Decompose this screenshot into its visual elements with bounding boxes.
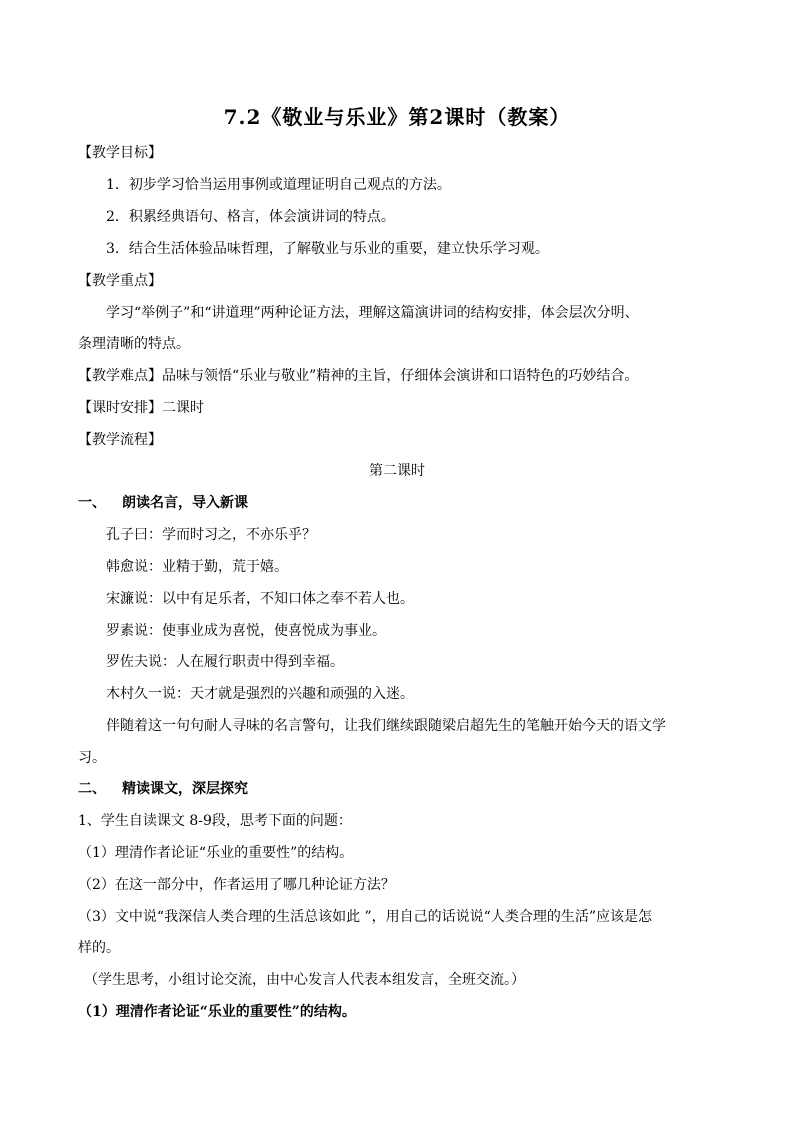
answer-heading: （1）理清作者论证“乐业的重要性”的结构。: [78, 1004, 356, 1020]
lesson-label: 第二课时: [369, 463, 425, 479]
objective-item: 2．积累经典语句、格言，体会演讲词的特点。: [106, 209, 395, 225]
section1-number: 一、: [78, 495, 106, 511]
question-line: （1）理清作者论证“乐业的重要性”的结构。: [78, 845, 354, 861]
transition-text: 伴随着这一句句耐人寻味的名言警句，让我们继续跟随梁启超先生的笔触开始今天的语文学: [106, 718, 666, 734]
question-line: （2）在这一部分中，作者运用了哪几种论证方法？: [78, 877, 395, 893]
quote-line: 孔子曰：学而时习之，不亦乐乎？: [106, 527, 316, 543]
quote-line: 罗素说：使事业成为喜悦，使喜悦成为事业。: [106, 623, 386, 639]
key-points-heading: 【教学重点】: [78, 273, 162, 289]
section1-heading: [78, 493, 248, 513]
section1-title: 朗读名言，导入新课: [122, 495, 248, 511]
transition-text: 习。: [78, 750, 106, 766]
objective-item: 3．结合生活体验品味哲理，了解敬业与乐业的重要，建立快乐学习观。: [106, 241, 549, 257]
question-line: （3）文中说“我深信人类合理的生活总该如此 ”，用自己的话说说“人类合理的生活”应该是怎: [78, 909, 652, 925]
quote-line: 罗佐夫说：人在履行职责中得到幸福。: [106, 654, 344, 670]
question-line: 样的。: [78, 940, 120, 956]
difficulty-line: [78, 366, 638, 386]
difficulty-heading: 【教学难点】: [78, 368, 162, 384]
task-text: 1、学生自读课文 8-9段，思考下面的问题：: [78, 813, 352, 829]
key-points-text: 条理清晰的特点。: [78, 336, 190, 352]
quote-line: 韩愈说：业精于勤，荒于嬉。: [106, 559, 288, 575]
schedule-text: 二课时: [162, 400, 204, 416]
process-heading: 【教学流程】: [78, 432, 162, 448]
discussion-note: （学生思考，小组讨论交流，由中心发言人代表本组发言，全班交流。）: [84, 972, 525, 988]
objective-item: 1．初步学习恰当运用事例或道理证明自己观点的方法。: [106, 177, 451, 193]
section2-heading: [78, 779, 248, 799]
schedule-line: [78, 398, 204, 418]
section2-number: 二、: [78, 781, 106, 797]
schedule-heading: 【课时安排】: [78, 400, 162, 416]
section2-title: 精读课文，深层探究: [122, 781, 248, 797]
quote-line: 宋濂说：以中有足乐者，不知口体之奉不若人也。: [106, 591, 414, 607]
quote-line: 木村久一说：天才就是强烈的兴趣和顽强的入迷。: [106, 686, 414, 702]
key-points-text: 学习“举例子”和“讲道理”两种论证方法，理解这篇演讲词的结构安排，体会层次分明、: [106, 305, 639, 321]
objectives-heading: 【教学目标】: [78, 145, 162, 161]
difficulty-text: 品味与领悟“乐业与敬业”精神的主旨，仔细体会演讲和口语特色的巧妙结合。: [162, 368, 639, 384]
document-title: 7.2《敬业与乐业》第2课时（教案）: [223, 105, 571, 129]
